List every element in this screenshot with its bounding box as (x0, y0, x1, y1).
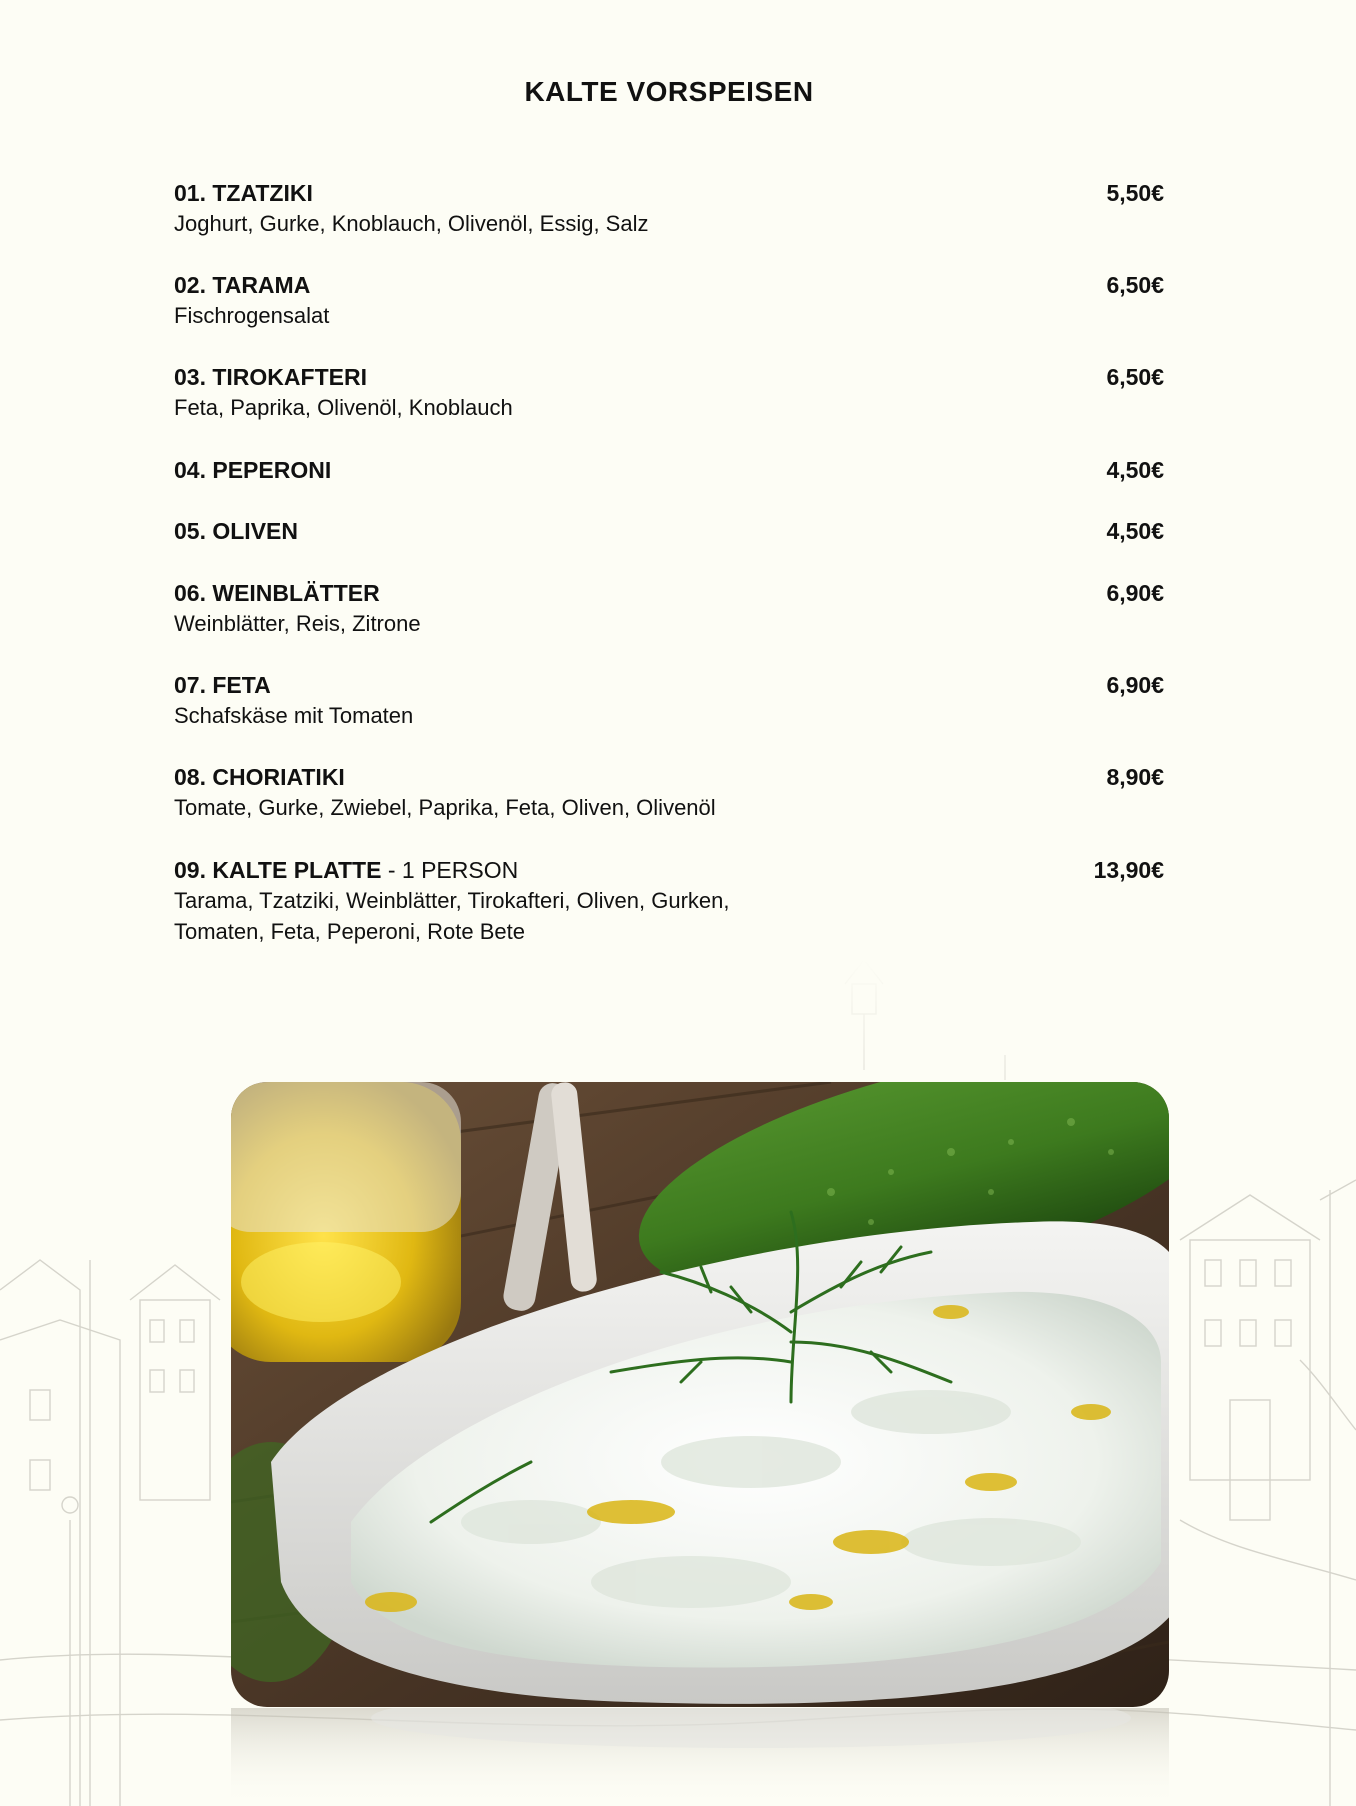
item-name: 06. WEINBLÄTTER (174, 580, 380, 606)
section-title: KALTE VORSPEISEN (524, 76, 814, 107)
item-price: 13,90€ (1093, 857, 1164, 883)
photo-reflection (231, 1708, 1169, 1806)
menu-list (174, 178, 1164, 947)
item-price: 6,50€ (1106, 364, 1164, 390)
item-price: 4,50€ (1106, 518, 1164, 544)
item-description: Schafskäse mit Tomaten (174, 703, 414, 728)
item-name: 08. CHORIATIKI (174, 764, 345, 790)
menu-item (174, 762, 1164, 855)
item-description: Joghurt, Gurke, Knoblauch, Olivenöl, Essig, Salz (174, 211, 649, 236)
item-name: 09. KALTE PLATTE - 1 PERSON (174, 857, 519, 883)
item-name: 05. OLIVEN (174, 518, 298, 544)
item-description: Feta, Paprika, Olivenöl, Knoblauch (174, 395, 513, 420)
item-price: 6,90€ (1106, 580, 1164, 606)
item-name: 03. TIROKAFTERI (174, 364, 367, 390)
item-description: Weinblätter, Reis, Zitrone (174, 611, 421, 636)
item-price: 6,50€ (1106, 272, 1164, 298)
item-name: 01. TZATZIKI (174, 180, 313, 206)
item-price: 8,90€ (1106, 764, 1164, 790)
item-variant: - 1 PERSON (381, 857, 519, 883)
menu-item (174, 855, 1164, 947)
item-description: Fischrogensalat (174, 303, 330, 328)
tzatziki-photo (231, 1082, 1169, 1707)
menu-item (174, 578, 1164, 670)
item-description: Tarama, Tzatziki, Weinblätter, Tirokafteri, Oliven, Gurken, (174, 888, 730, 913)
item-description: Tomaten, Feta, Peperoni, Rote Bete (174, 919, 525, 944)
menu-item (174, 270, 1164, 362)
menu-item (174, 670, 1164, 762)
item-price: 4,50€ (1106, 457, 1164, 483)
item-price: 6,90€ (1106, 672, 1164, 698)
menu-item (174, 178, 1164, 270)
item-name: 04. PEPERONI (174, 457, 332, 483)
menu-item (174, 455, 1164, 516)
menu-item (174, 362, 1164, 455)
item-name: 07. FETA (174, 672, 271, 698)
item-price: 5,50€ (1106, 180, 1164, 206)
item-name: 02. TARAMA (174, 272, 311, 298)
menu-item (174, 516, 1164, 578)
item-description: Tomate, Gurke, Zwiebel, Paprika, Feta, Oliven, Olivenöl (174, 795, 716, 820)
